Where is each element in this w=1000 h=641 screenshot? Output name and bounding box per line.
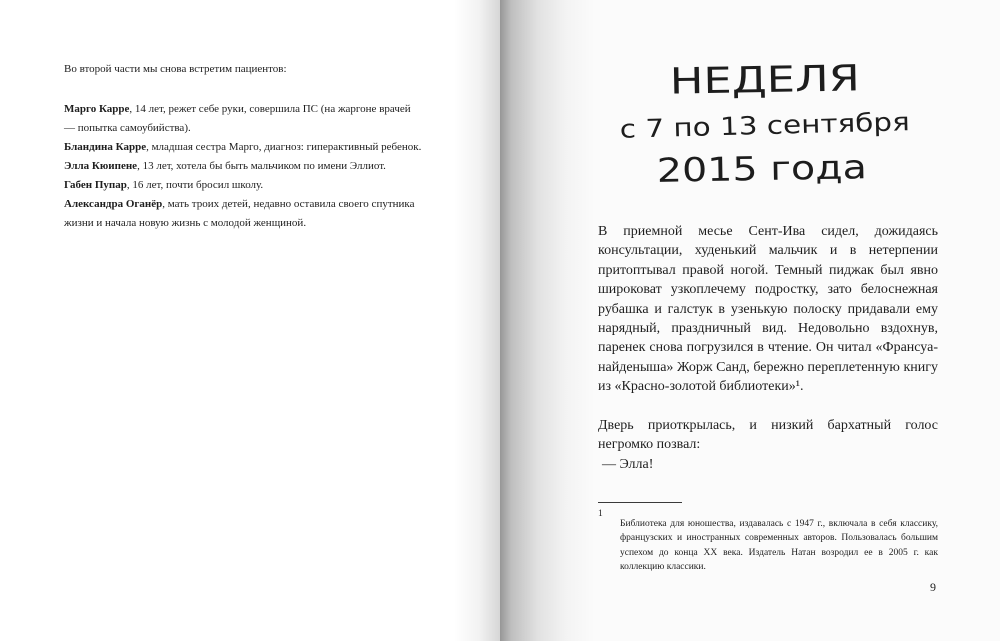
title-line-1: НЕДЕЛЯ bbox=[669, 58, 823, 103]
paragraph-1: В приемной месье Сент-Ива сидел, дожидаясь консультации, худенький мальчик и в нетерпении притоптывал правой ногой. Темный пиджак был явно широковат узкоплечему подростку, зато белоснежная рубашка и галстук в узенькую полоску придавали ему нарядный, праздничный вид. Недовольно вздохнув, паренек снова погрузился в чтение. Он читал «Франсуа-найденыша» Жорж Санд, бережно переплетенную книгу из «Красно-золотой библиотеки»¹. bbox=[598, 224, 938, 395]
gutter-shadow-left bbox=[454, 0, 500, 641]
footnote-number: 1 bbox=[598, 509, 603, 519]
patient-name: Бландина Карре bbox=[64, 141, 147, 153]
title-line-3: 2015 года bbox=[656, 147, 833, 190]
patient-entry bbox=[64, 100, 424, 138]
footnote-rule bbox=[598, 502, 682, 503]
main-text bbox=[598, 222, 938, 474]
patient-entry bbox=[64, 195, 424, 233]
paragraph-2: Дверь приоткрылась, и низкий бархатный голос негромко позвал: bbox=[598, 418, 938, 453]
footnote-text: Библиотека для юношества, издавалась с 1947 г., включала в себя классику, французских и иностранных современных авторов. Пользовалась большим успехом до конца XX века. Издатель Натан возродил ее в 2005 г. как коллекцию классики. bbox=[620, 518, 938, 573]
gutter-shadow-right bbox=[500, 0, 595, 641]
patient-description: , 13 лет, хотела бы быть мальчиком по имени Эллиот. bbox=[137, 160, 386, 172]
patient-name: Габен Пупар bbox=[64, 179, 127, 191]
patient-name: Александра Оганёр bbox=[64, 198, 163, 210]
handwritten-title bbox=[600, 58, 930, 198]
footnote bbox=[598, 507, 938, 584]
title-line-2: с 7 по 13 сентября bbox=[619, 108, 867, 144]
patients-list bbox=[64, 60, 424, 233]
right-page bbox=[500, 0, 1000, 641]
handwritten-title-art bbox=[600, 58, 930, 198]
patient-entry bbox=[64, 157, 424, 176]
intro-text: Во второй части мы снова встретим пациентов: bbox=[64, 63, 287, 75]
patient-description: , 16 лет, почти бросил школу. bbox=[126, 179, 264, 191]
patient-entry bbox=[64, 176, 424, 195]
patient-description: , 14 лет, режет себе руки, совершила ПС (на жаргоне врачей — попытка самоубийства). bbox=[64, 103, 411, 134]
patient-name: Марго Карре bbox=[64, 103, 130, 115]
dialogue-line: — Элла! bbox=[602, 456, 654, 472]
patient-description: , мать троих детей, недавно оставила своего спутника жизни и начала новую жизнь с молодой женщиной. bbox=[64, 198, 415, 229]
page-number: 9 bbox=[930, 580, 936, 594]
patient-description: , младшая сестра Марго, диагноз: гиперактивный ребенок. bbox=[146, 141, 422, 153]
patient-name: Элла Кюипене bbox=[64, 160, 138, 172]
patient-entry bbox=[64, 138, 424, 157]
